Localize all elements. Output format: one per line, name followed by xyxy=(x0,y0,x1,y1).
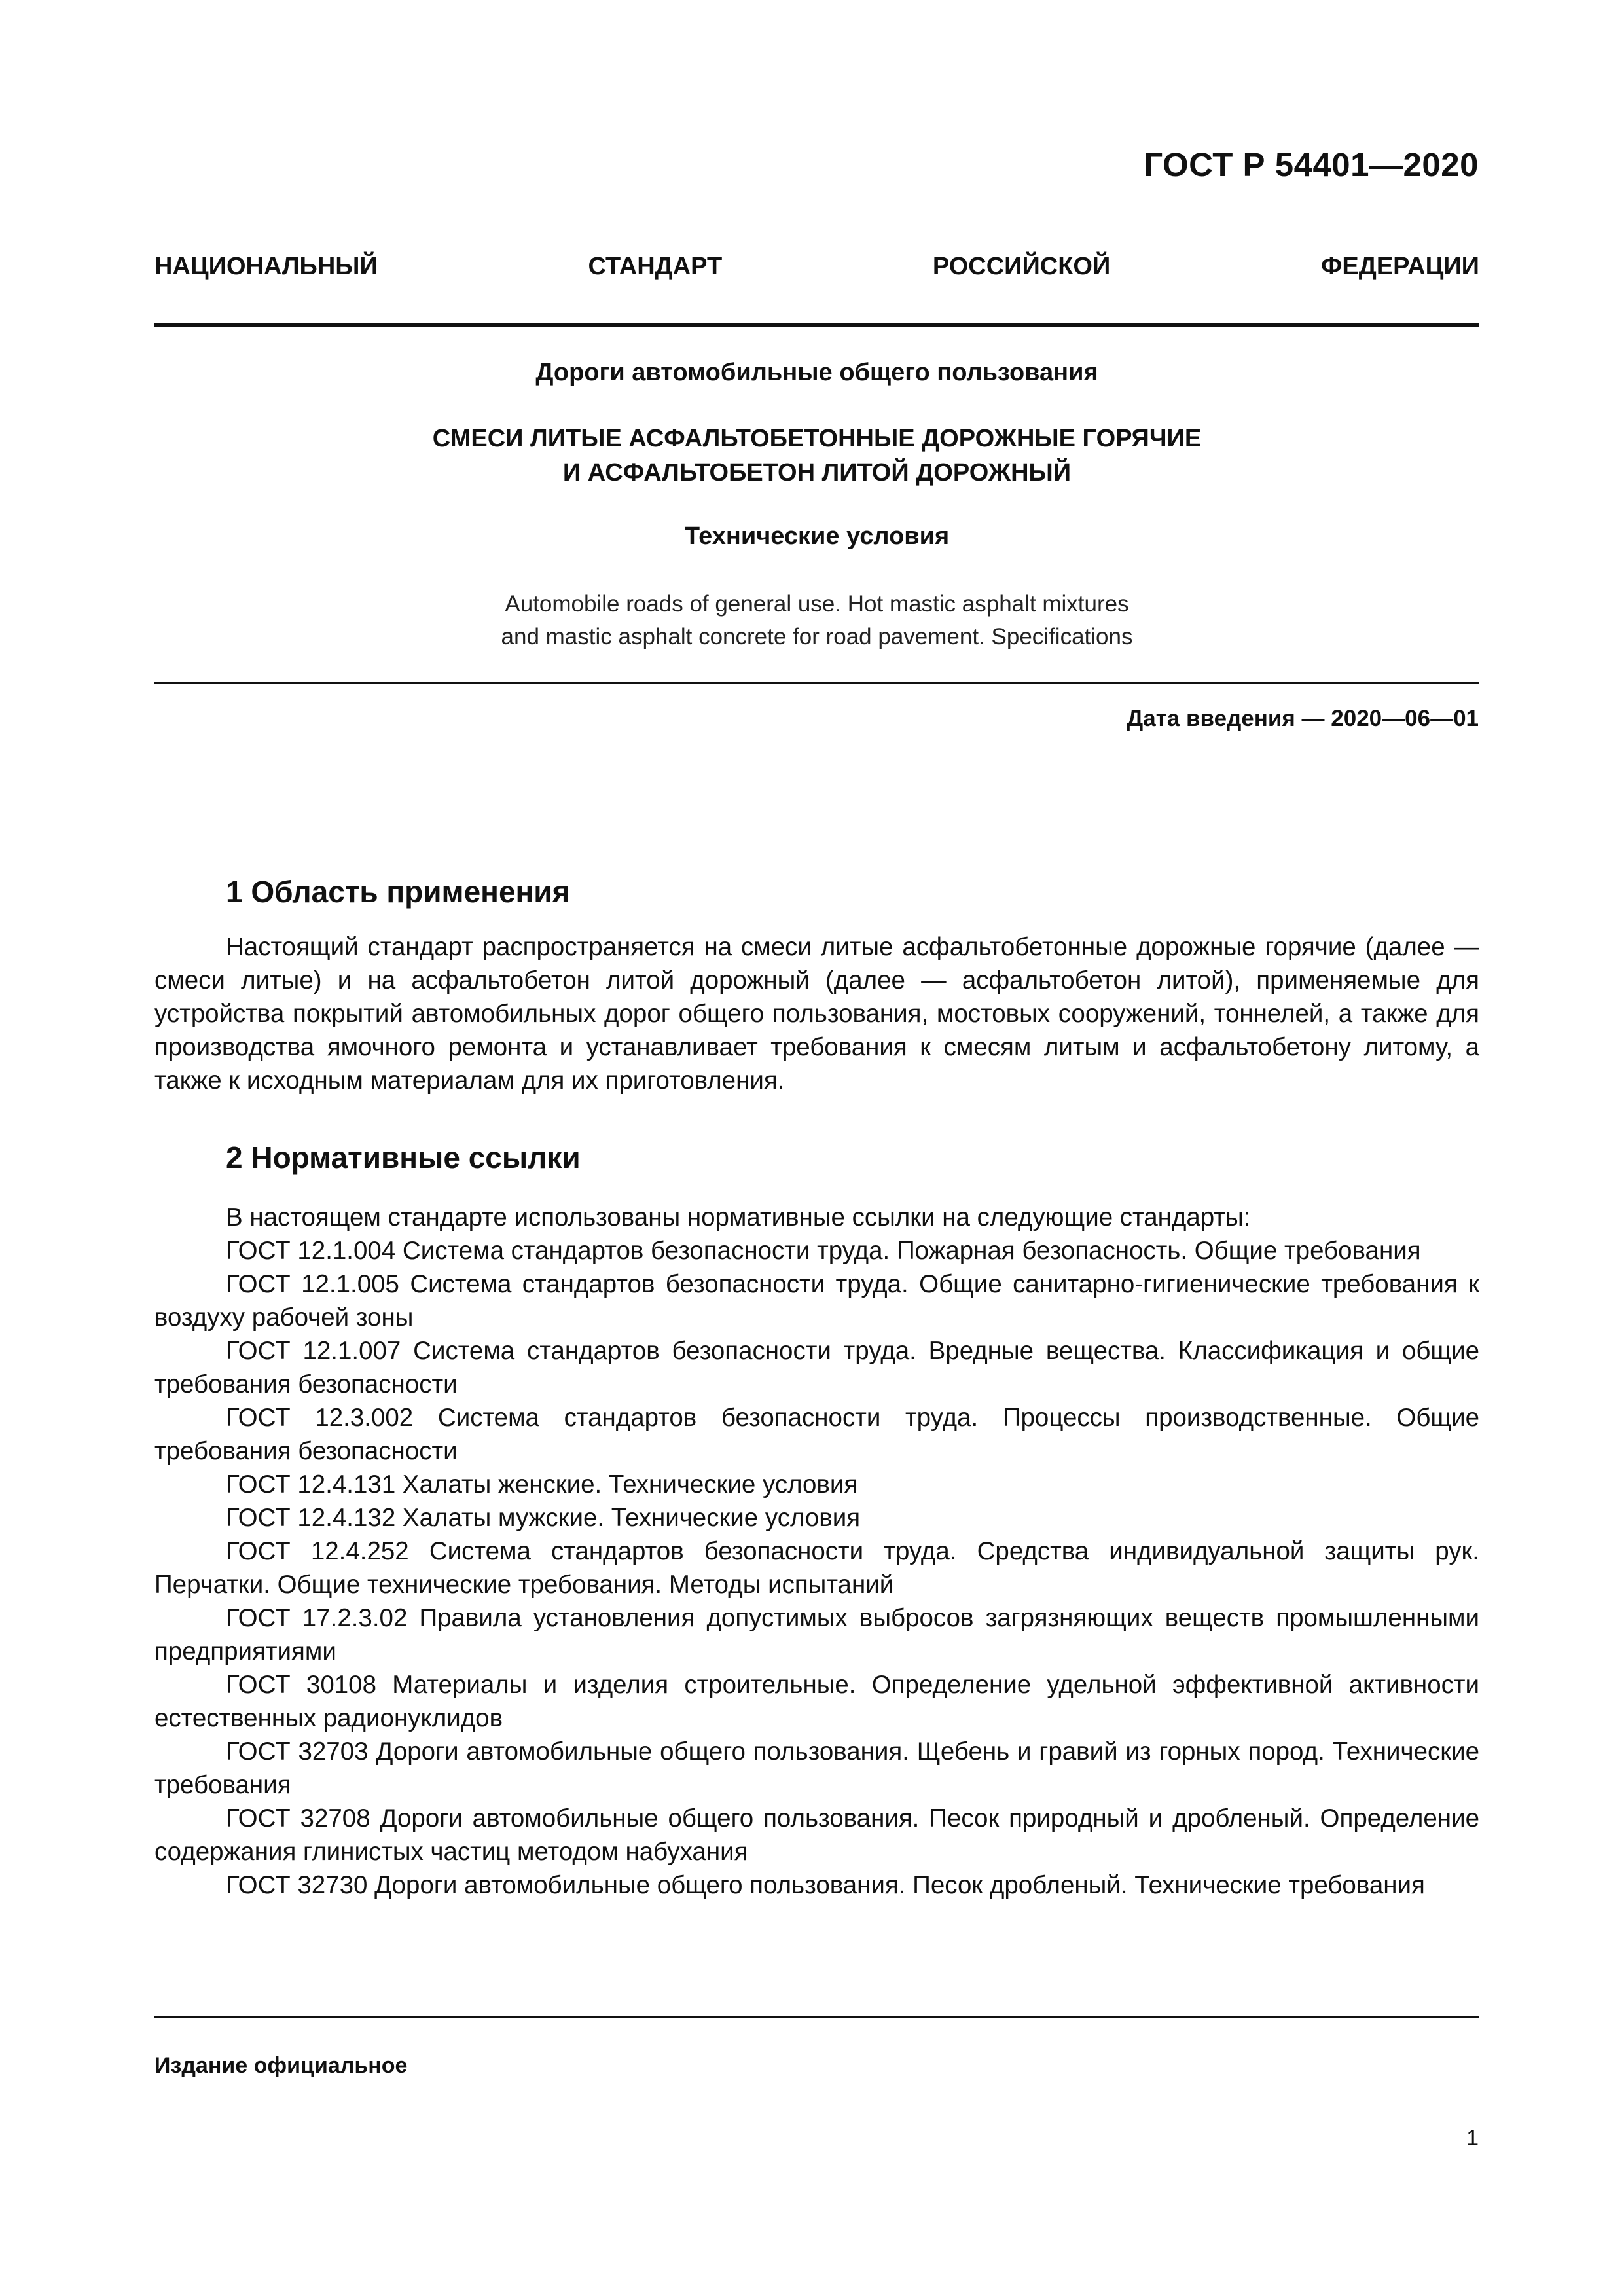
reference-item: ГОСТ 12.3.002 Система стандартов безопасности труда. Процессы производственные. Общие требования безопасности xyxy=(154,1404,1479,1465)
title-divider xyxy=(154,682,1479,684)
page-number: 1 xyxy=(1466,2126,1479,2151)
reference-item: ГОСТ 12.4.132 Халаты мужские. Технические условия xyxy=(226,1504,861,1532)
reference-item: ГОСТ 30108 Материалы и изделия строительные. Определение удельной эффективной активности естественных радионуклидов xyxy=(154,1671,1479,1732)
footer-divider xyxy=(154,2016,1479,2018)
official-edition-note: Издание официальное xyxy=(154,2053,408,2078)
references-list xyxy=(154,1201,1479,1902)
english-title-line-1: Automobile roads of general use. Hot mastic asphalt mixtures xyxy=(505,591,1129,617)
reference-item: ГОСТ 12.1.007 Система стандартов безопасности труда. Вредные вещества. Классификация и общие требования безопасности xyxy=(154,1337,1479,1398)
reference-item: ГОСТ 12.4.131 Халаты женские. Технические условия xyxy=(226,1470,858,1499)
scope-text: Настоящий стандарт распространяется на смеси литые асфальтобетонные дорожные горячие (далее — смеси литые) и на асфальтобетон литой дорожный (далее — асфальтобетон литой), применяемые для устройства покрытий автомобильных дорог общего пользования, мостовых сооружений, тоннелей, а также для производства ямочного ремонта и устанавливает требования к смесям литым и асфальтобетону литому, а также к исходным материалам для их приготовления. xyxy=(154,933,1479,1095)
standard-field: Дороги автомобильные общего пользования xyxy=(535,359,1098,386)
reference-item: ГОСТ 32730 Дороги автомобильные общего пользования. Песок дробленый. Технические требования xyxy=(226,1871,1425,1899)
section-heading-references: 2 Нормативные ссылки xyxy=(226,1140,581,1175)
reference-item: ГОСТ 32703 Дороги автомобильные общего пользования. Щебень и гравий из горных пород. Технические требования xyxy=(154,1738,1479,1799)
reference-item: ГОСТ 12.4.252 Система стандартов безопасности труда. Средства индивидуальной защиты рук. Перчатки. Общие технические требования. Методы испытаний xyxy=(154,1537,1479,1599)
english-title-line-2: and mastic asphalt concrete for road pavement. Specifications xyxy=(501,624,1133,649)
reference-item: ГОСТ 12.1.005 Система стандартов безопасности труда. Общие санитарно-гигиенические требования к воздуху рабочей зоны xyxy=(154,1270,1479,1332)
scope-paragraph xyxy=(154,930,1479,1097)
document-number: ГОСТ Р 54401—2020 xyxy=(1144,146,1479,183)
standard-title xyxy=(154,422,1479,490)
english-title xyxy=(154,588,1479,653)
section-heading-scope: 1 Область применения xyxy=(226,875,570,909)
national-standard-banner: НАЦИОНАЛЬНЫЙ СТАНДАРТ РОССИЙСКОЙ ФЕДЕРАЦИИ xyxy=(154,253,1479,280)
header-divider xyxy=(154,323,1479,327)
reference-item: ГОСТ 17.2.3.02 Правила установления допустимых выбросов загрязняющих веществ промышленными предприятиями xyxy=(154,1604,1479,1666)
introduction-date: Дата введения — 2020—06—01 xyxy=(1127,706,1479,731)
standard-subtitle: Технические условия xyxy=(684,522,950,550)
title-line-1: СМЕСИ ЛИТЫЕ АСФАЛЬТОБЕТОННЫЕ ДОРОЖНЫЕ ГОРЯЧИЕ xyxy=(432,425,1202,452)
reference-item: ГОСТ 32708 Дороги автомобильные общего пользования. Песок природный и дробленый. Определение содержания глинистых частиц методом набухания xyxy=(154,1804,1479,1866)
references-intro: В настоящем стандарте использованы нормативные ссылки на следующие стандарты: xyxy=(226,1203,1251,1231)
reference-item: ГОСТ 12.1.004 Система стандартов безопасности труда. Пожарная безопасность. Общие требования xyxy=(226,1237,1421,1265)
title-line-2: И АСФАЛЬТОБЕТОН ЛИТОЙ ДОРОЖНЫЙ xyxy=(562,459,1072,486)
